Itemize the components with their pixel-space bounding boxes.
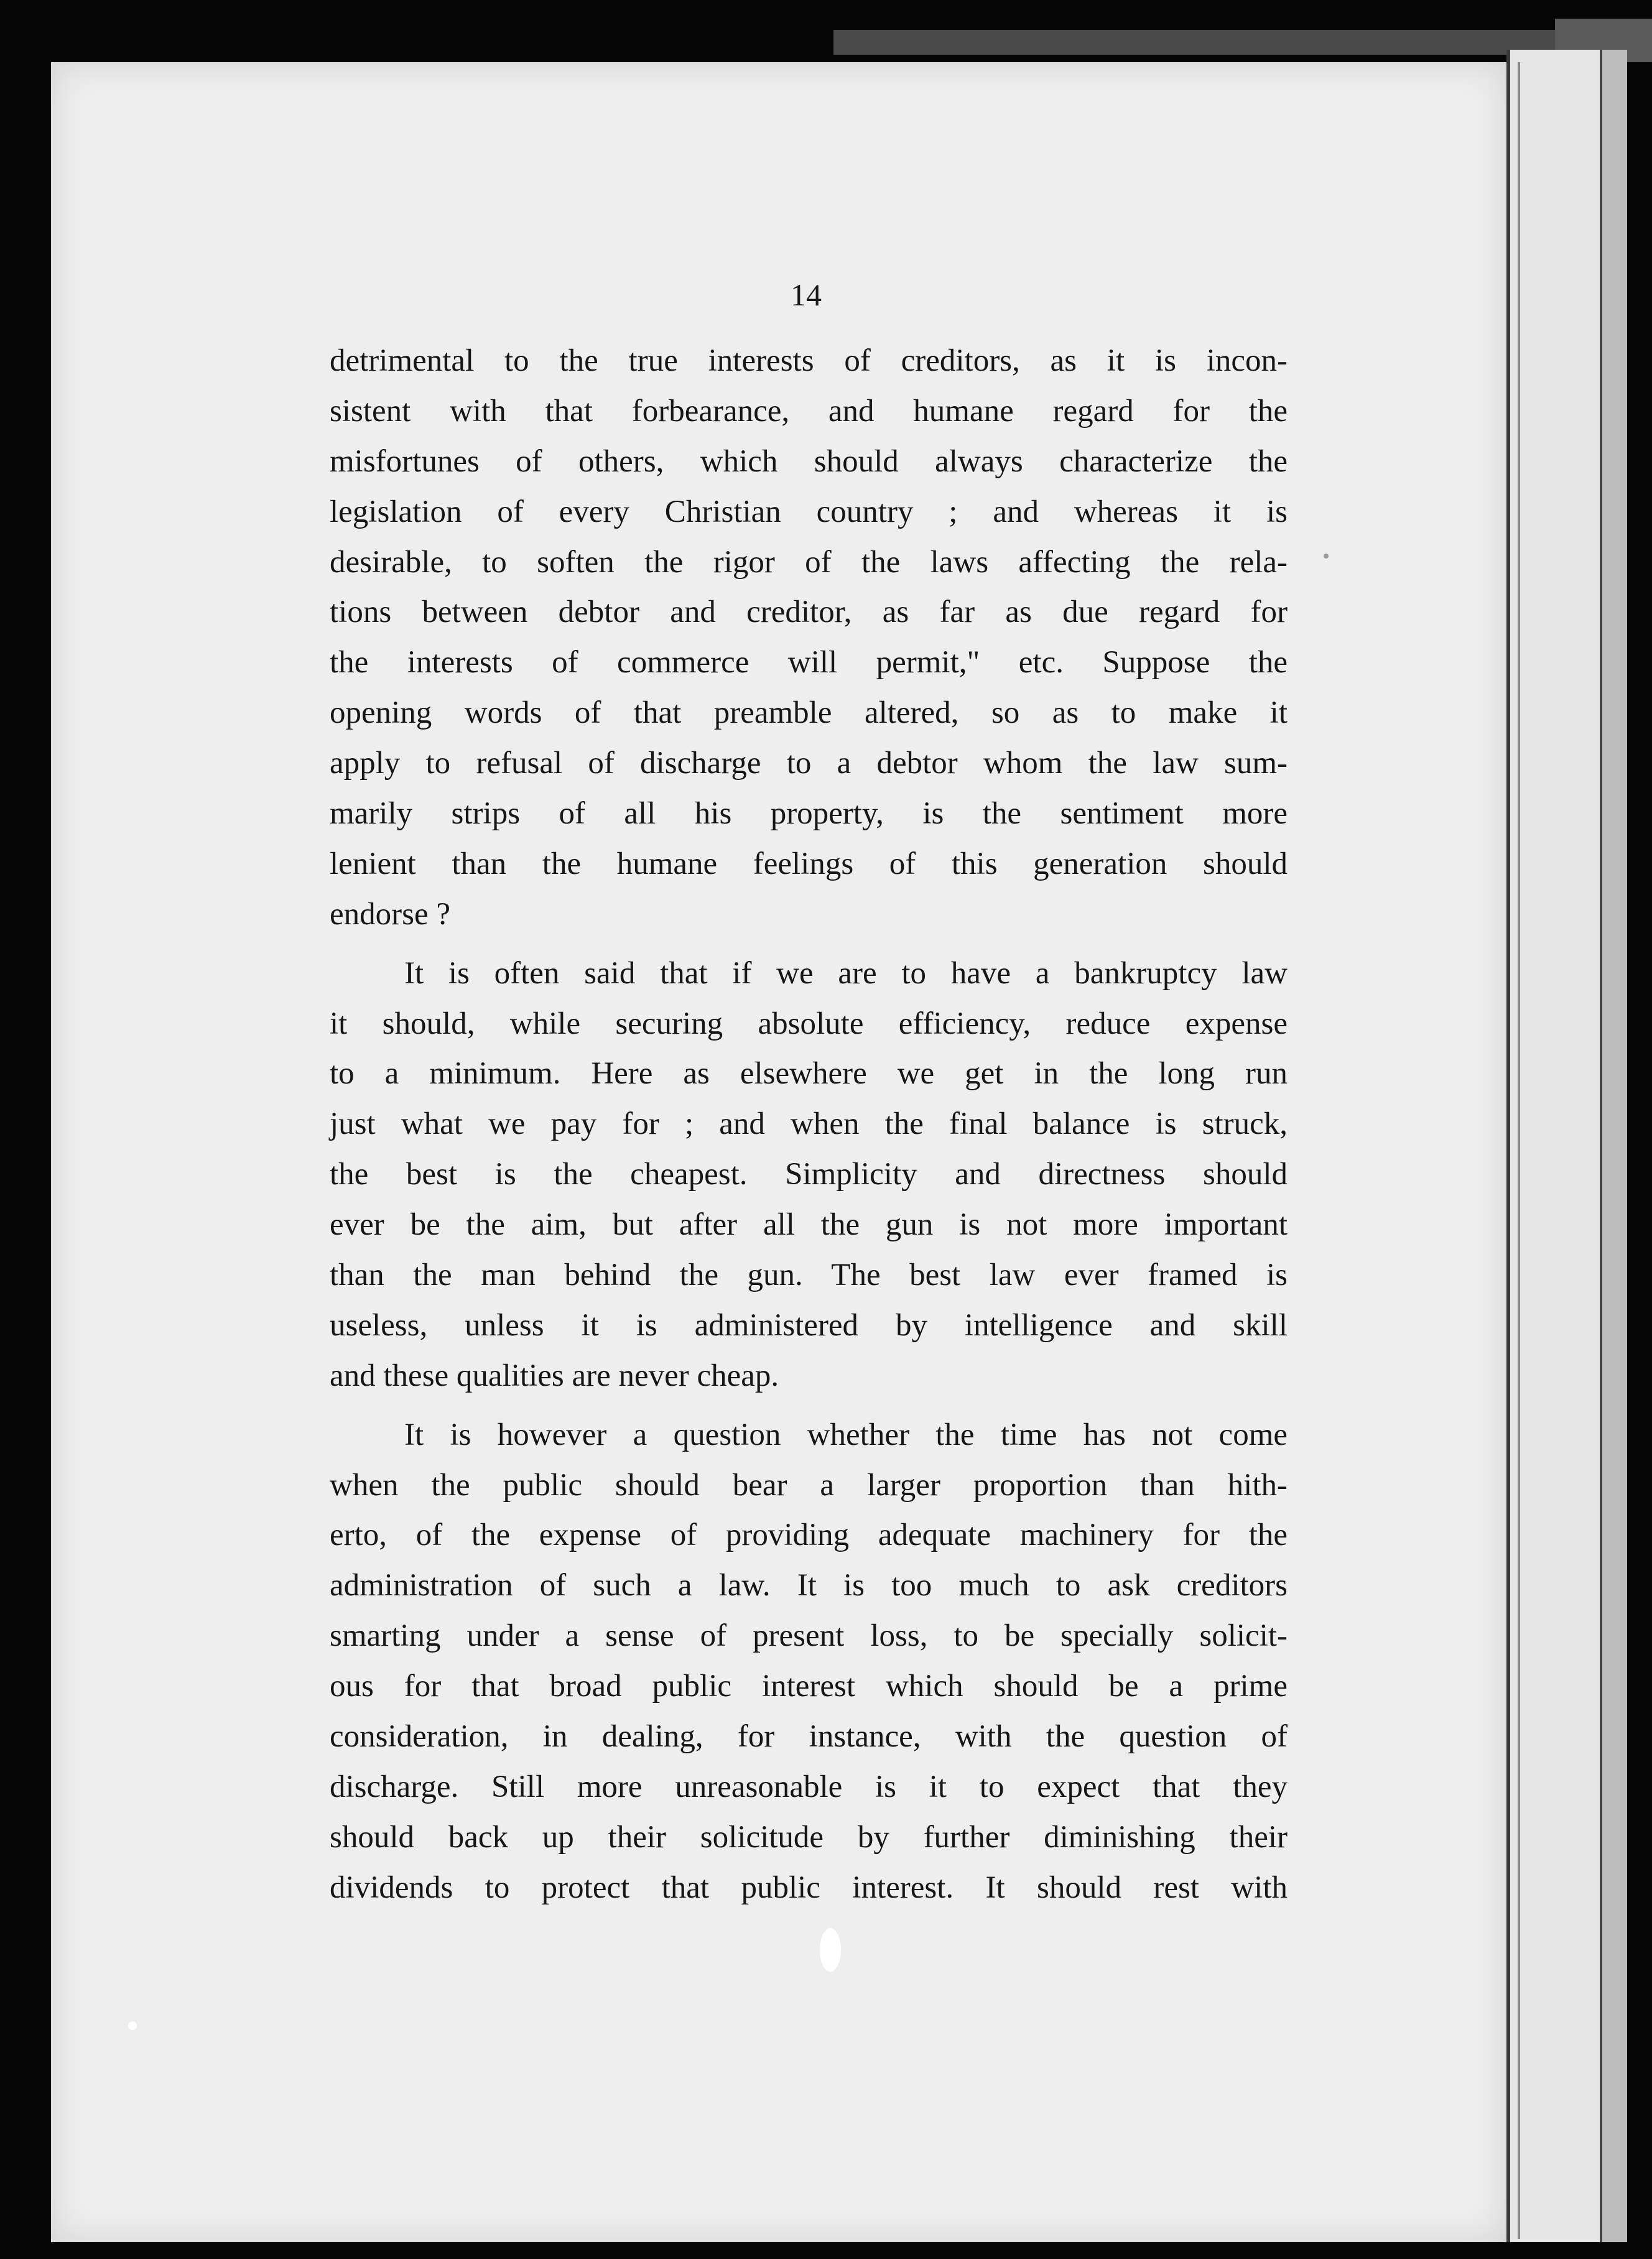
text-line: just what we pay for ; and when the final balance is struck, [330,1106,1288,1142]
paragraph [330,336,1288,940]
scan-speck [1324,554,1329,559]
text-line: dividends to protect that public interest. It should rest with [330,1870,1288,1905]
scan-speck [820,1928,841,1972]
paragraph [330,949,1288,1401]
text-line: the interests of commerce will permit," etc. Suppose the [330,645,1288,680]
text-line: it should, while securing absolute efficiency, reduce expense [330,1006,1288,1041]
text-line: detrimental to the true interests of creditors, as it is incon- [330,343,1288,378]
text-line: misfortunes of others, which should always characterize the [330,443,1288,479]
text-line: marily strips of all his property, is the sentiment more [330,796,1288,832]
text-line: consideration, in dealing, for instance, with the question of [330,1719,1288,1755]
scan-speck [128,2021,137,2030]
binding-line [1518,62,1520,2239]
text-line: lenient than the humane feelings of this generation should [330,846,1288,881]
scan-top-edge [833,30,1580,55]
text-line: and these qualities are never cheap. [330,1358,779,1393]
text-line: desirable, to soften the rigor of the laws affecting the rela- [330,544,1288,580]
text-line: discharge. Still more unreasonable is it to expect that they [330,1769,1288,1804]
text-line: apply to refusal of discharge to a debtor whom the law sum- [330,746,1288,781]
text-line: useless, unless it is administered by intelligence and skill [330,1307,1288,1343]
text-line: the best is the cheapest. Simplicity and directness should [330,1157,1288,1192]
text-line: opening words of that preamble altered, so as to make it [330,695,1288,731]
book-edge [1600,50,1627,2242]
text-line: endorse ? [330,896,450,932]
text-line: administration of such a law. It is too much to ask creditors [330,1568,1288,1603]
text-line: ever be the aim, but after all the gun is not more important [330,1207,1288,1243]
text-line: when the public should bear a larger proportion than hith- [330,1467,1288,1503]
text-line: It is often said that if we are to have a bankruptcy law [404,955,1288,991]
page-number: 14 [791,277,822,312]
paragraph [330,1410,1288,1913]
text-line: legislation of every Christian country ; and whereas it is [330,494,1288,529]
text-line: erto, of the expense of providing adequate machinery for the [330,1518,1288,1553]
text-line: should back up their solicitude by further diminishing their [330,1819,1288,1855]
text-line: tions between debtor and creditor, as far as due regard for [330,595,1288,630]
text-line: It is however a question whether the time has not come [404,1417,1288,1452]
facing-page-edge [1506,50,1603,2242]
text-line: smarting under a sense of present loss, to be specially solicit- [330,1618,1288,1654]
text-line: than the man behind the gun. The best law ever framed is [330,1258,1288,1293]
text-line: sistent with that forbearance, and humane regard for the [330,393,1288,429]
text-line: to a minimum. Here as elsewhere we get in the long run [330,1056,1288,1092]
body-text [330,336,1288,1913]
text-line: ous for that broad public interest which should be a prime [330,1669,1288,1704]
